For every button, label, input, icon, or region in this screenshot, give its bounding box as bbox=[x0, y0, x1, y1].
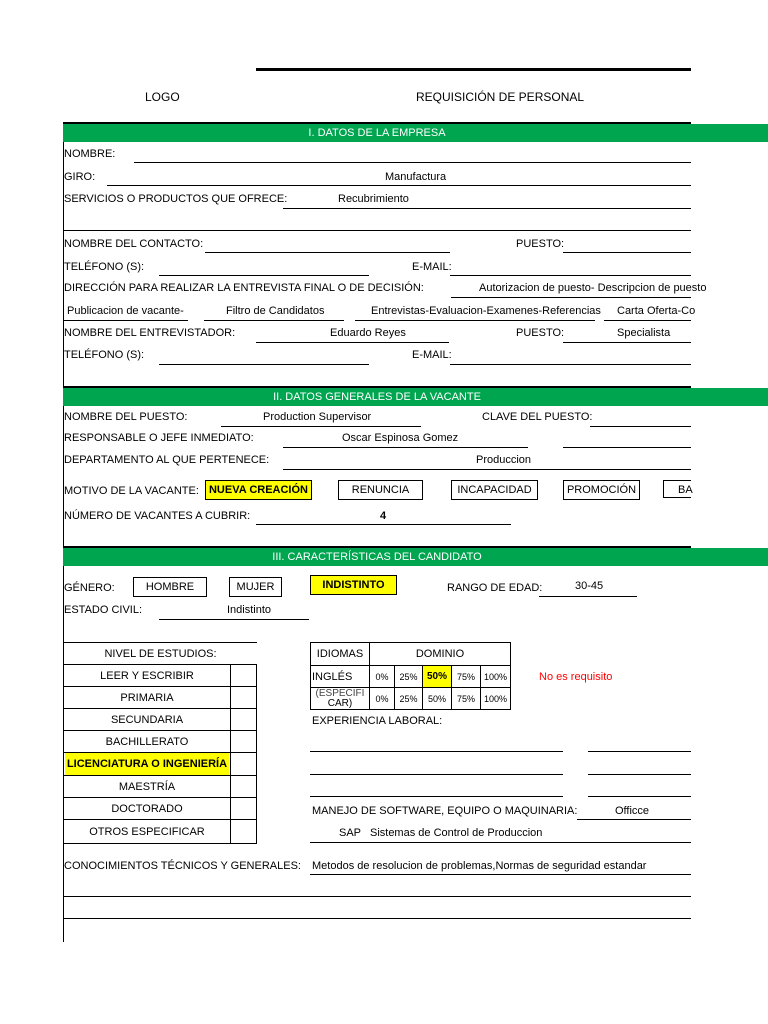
puesto-vacante-value: Production Supervisor bbox=[263, 411, 372, 423]
paso-4-line bbox=[604, 320, 691, 321]
nombre-label: NOMBRE: bbox=[64, 148, 116, 160]
experiencia-field-2b[interactable] bbox=[588, 774, 691, 775]
genero-hombre[interactable]: HOMBRE bbox=[133, 577, 207, 597]
motivo-incapacidad[interactable]: INCAPACIDAD bbox=[451, 480, 538, 500]
experiencia-field-1b[interactable] bbox=[588, 751, 691, 752]
ingles-100[interactable]: 100% bbox=[480, 665, 511, 688]
puesto2-label: PUESTO: bbox=[516, 327, 565, 339]
checkbox-primaria[interactable] bbox=[230, 686, 257, 709]
servicios-field-2[interactable] bbox=[63, 230, 691, 231]
genero-label: GÉNERO: bbox=[64, 582, 115, 594]
estado-civil-label: ESTADO CIVIL: bbox=[64, 604, 143, 616]
section3-title: III. CARACTERÍSTICAS DEL CANDIDATO bbox=[272, 551, 482, 563]
otro-50[interactable]: 50% bbox=[422, 687, 452, 710]
ingles-0[interactable]: 0% bbox=[369, 665, 395, 688]
dominio-header: DOMINIO bbox=[369, 642, 511, 666]
servicios-label: SERVICIOS O PRODUCTOS QUE OFRECE: bbox=[64, 193, 288, 205]
entrevistador-field[interactable] bbox=[256, 342, 449, 343]
estudio-maestria: MAESTRÍA bbox=[63, 775, 231, 798]
experiencia-field-2[interactable] bbox=[310, 774, 563, 775]
checkbox-maestria[interactable] bbox=[230, 775, 257, 798]
software-field-2[interactable] bbox=[310, 842, 691, 843]
idiomas-header: IDIOMAS bbox=[310, 642, 370, 666]
motivo-label: MOTIVO DE LA VACANTE: bbox=[64, 485, 199, 497]
num-vacantes-field[interactable] bbox=[256, 524, 511, 525]
paso-4: Carta Oferta-Co bbox=[617, 305, 696, 317]
otro-0[interactable]: 0% bbox=[369, 687, 395, 710]
puesto-vacante-label: NOMBRE DEL PUESTO: bbox=[64, 411, 188, 423]
servicios-field[interactable] bbox=[283, 208, 691, 209]
software-label: MANEJO DE SOFTWARE, EQUIPO O MAQUINARIA: bbox=[312, 805, 578, 817]
estudio-licenciatura: LICENCIATURA O INGENIERÍA bbox=[65, 753, 229, 776]
rango-edad-label: RANGO DE EDAD: bbox=[447, 582, 543, 594]
direccion-field[interactable] bbox=[451, 297, 691, 298]
checkbox-doctorado[interactable] bbox=[230, 797, 257, 820]
clave-label: CLAVE DEL PUESTO: bbox=[482, 411, 593, 423]
idioma-otro-line2: CAR) bbox=[327, 698, 353, 709]
estudio-leer-escribir: LEER Y ESCRIBIR bbox=[63, 664, 231, 687]
num-vacantes-label: NÚMERO DE VACANTES A CUBRIR: bbox=[64, 510, 251, 522]
paso-3-line bbox=[355, 320, 595, 321]
num-vacantes-value: 4 bbox=[380, 510, 387, 522]
estudios-header: NIVEL DE ESTUDIOS: bbox=[63, 642, 257, 665]
rango-edad-field[interactable] bbox=[539, 596, 637, 597]
software-field[interactable] bbox=[577, 819, 691, 820]
jefe-value: Oscar Espinosa Gomez bbox=[342, 432, 459, 444]
header-rule bbox=[256, 68, 691, 71]
experiencia-field-1[interactable] bbox=[310, 751, 563, 752]
paso-2-line bbox=[204, 320, 344, 321]
jefe-field[interactable] bbox=[283, 447, 528, 448]
checkbox-secundaria[interactable] bbox=[230, 708, 257, 731]
checkbox-licenciatura[interactable] bbox=[230, 752, 257, 776]
puesto2-value: Specialista bbox=[617, 327, 671, 339]
experiencia-label: EXPERIENCIA LABORAL: bbox=[312, 715, 443, 727]
giro-value: Manufactura bbox=[385, 171, 447, 183]
estudio-bachillerato: BACHILLERATO bbox=[63, 730, 231, 753]
conocimientos-field-2[interactable] bbox=[63, 896, 691, 897]
idioma-ingles: INGLÉS bbox=[310, 665, 370, 688]
checkbox-leer-escribir[interactable] bbox=[230, 664, 257, 687]
ingles-75[interactable]: 75% bbox=[451, 665, 481, 688]
puesto-vacante-field[interactable] bbox=[221, 426, 421, 427]
idioma-otro bbox=[310, 687, 370, 710]
experiencia-field-3[interactable] bbox=[310, 796, 563, 797]
email2-label: E-MAIL: bbox=[412, 349, 452, 361]
jefe-field-2[interactable] bbox=[563, 447, 691, 448]
entrevistador-value: Eduardo Reyes bbox=[330, 327, 406, 339]
section1-title: I. DATOS DE LA EMPRESA bbox=[308, 127, 446, 139]
motivo-baja[interactable]: BA bbox=[663, 480, 691, 498]
checkbox-otros[interactable] bbox=[230, 819, 257, 844]
estudio-licenciatura-row bbox=[63, 752, 231, 776]
ingles-50-selected[interactable]: 50% bbox=[422, 665, 452, 688]
checkbox-bachillerato[interactable] bbox=[230, 730, 257, 753]
clave-field[interactable] bbox=[590, 426, 691, 427]
otro-75[interactable]: 75% bbox=[451, 687, 481, 710]
otro-25[interactable]: 25% bbox=[394, 687, 423, 710]
paso-3: Entrevistas-Evaluacion-Examenes-Referencias bbox=[371, 305, 601, 317]
direccion-label: DIRECCIÓN PARA REALIZAR LA ENTREVISTA FINAL O DE DECISIÓN: bbox=[64, 282, 424, 294]
motivo-promocion[interactable]: PROMOCIÓN bbox=[563, 480, 640, 500]
depto-label: DEPARTAMENTO AL QUE PERTENECE: bbox=[64, 454, 270, 466]
nombre-field[interactable] bbox=[134, 162, 691, 163]
estudio-otros: OTROS ESPECIFICAR bbox=[63, 819, 231, 844]
giro-field[interactable] bbox=[107, 185, 691, 186]
logo-placeholder: LOGO bbox=[145, 90, 180, 104]
software-value: Officce bbox=[615, 805, 650, 817]
conocimientos-field[interactable] bbox=[310, 874, 691, 875]
direccion-value: Autorizacion de puesto- Descripcion de puesto bbox=[479, 282, 707, 294]
no-requisito-note: No es requisito bbox=[539, 671, 613, 683]
otro-100[interactable]: 100% bbox=[480, 687, 511, 710]
conocimientos-label: CONOCIMIENTOS TÉCNICOS Y GENERALES: bbox=[64, 860, 301, 872]
estado-civil-value: Indistinto bbox=[227, 604, 272, 616]
experiencia-field-3b[interactable] bbox=[588, 796, 691, 797]
conocimientos-value: Metodos de resolucion de problemas,Normas de seguridad estandar bbox=[312, 860, 647, 872]
contacto-label: NOMBRE DEL CONTACTO: bbox=[64, 238, 204, 250]
servicios-value: Recubrimiento bbox=[338, 193, 409, 205]
giro-label: GIRO: bbox=[64, 171, 96, 183]
telefono2-label: TELÉFONO (S): bbox=[64, 349, 145, 361]
software-value-2: SAP Sistemas de Control de Produccion bbox=[339, 827, 543, 839]
puesto-field[interactable] bbox=[563, 252, 691, 253]
genero-mujer[interactable]: MUJER bbox=[229, 577, 282, 597]
entrevistador-label: NOMBRE DEL ENTREVISTADOR: bbox=[64, 327, 236, 339]
telefono-field[interactable] bbox=[159, 275, 369, 276]
paso-1: Publicacion de vacante- bbox=[67, 305, 184, 317]
depto-value: Produccion bbox=[476, 454, 532, 466]
email-field[interactable] bbox=[450, 275, 691, 276]
contacto-field[interactable] bbox=[205, 252, 450, 253]
paso-1-line bbox=[63, 320, 188, 321]
page-title: REQUISICIÓN DE PERSONAL bbox=[416, 90, 585, 104]
depto-field[interactable] bbox=[283, 469, 691, 470]
genero-indistinto[interactable]: INDISTINTO bbox=[310, 575, 397, 595]
telefono-label: TELÉFONO (S): bbox=[64, 261, 145, 273]
estudio-doctorado: DOCTORADO bbox=[63, 797, 231, 820]
conocimientos-field-3[interactable] bbox=[63, 918, 691, 919]
ingles-25[interactable]: 25% bbox=[394, 665, 423, 688]
motivo-nueva-creacion[interactable]: NUEVA CREACIÓN bbox=[205, 480, 312, 500]
estudio-secundaria: SECUNDARIA bbox=[63, 708, 231, 731]
estudio-primaria: PRIMARIA bbox=[63, 686, 231, 709]
motivo-renuncia[interactable]: RENUNCIA bbox=[338, 480, 423, 500]
email2-field[interactable] bbox=[450, 364, 691, 365]
paso-2: Filtro de Candidatos bbox=[226, 305, 325, 317]
puesto-label: PUESTO: bbox=[516, 238, 565, 250]
rango-edad-value: 30-45 bbox=[575, 580, 604, 592]
email-label: E-MAIL: bbox=[412, 261, 452, 273]
telefono2-field[interactable] bbox=[159, 364, 369, 365]
jefe-label: RESPONSABLE O JEFE INMEDIATO: bbox=[64, 432, 254, 444]
section2-title: II. DATOS GENERALES DE LA VACANTE bbox=[273, 391, 481, 403]
idioma-otro-line1: (ESPECIFI bbox=[315, 688, 365, 699]
estado-civil-field[interactable] bbox=[159, 619, 309, 620]
puesto2-field[interactable] bbox=[563, 342, 691, 343]
